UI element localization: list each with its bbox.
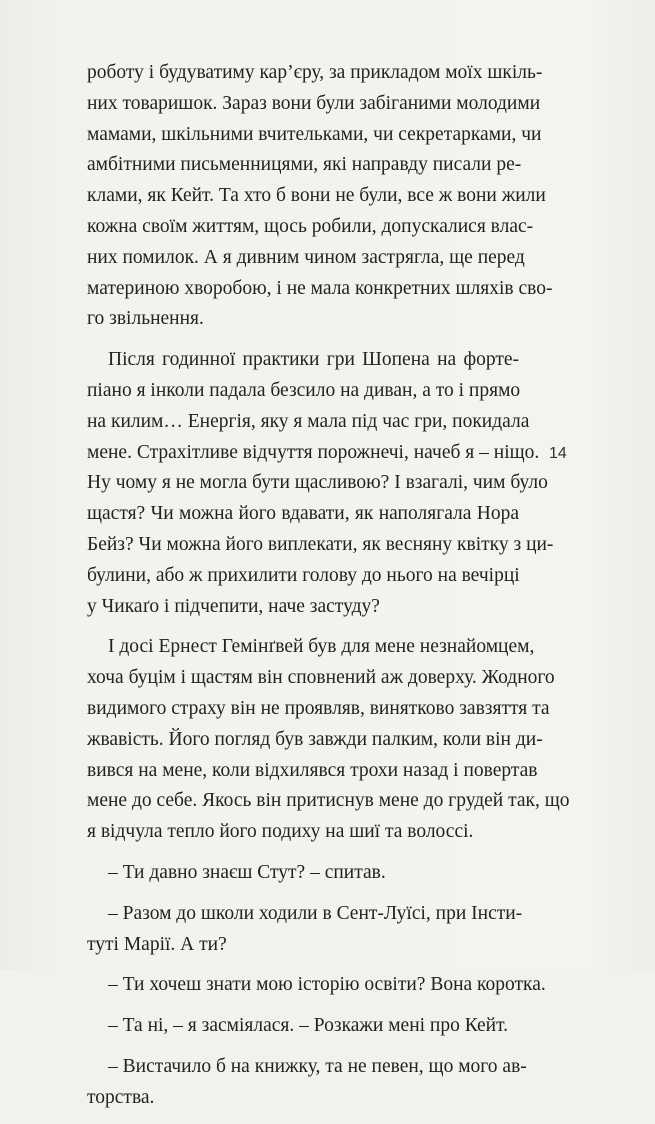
- text-line: у Чикаґо і підчепити, наче застуду?: [87, 595, 380, 617]
- text-line: мамами, шкільними вчительками, чи секретарками, чи: [87, 123, 542, 145]
- text-line: – Ти хочеш знати мою історію освіти? Вона коротка.: [108, 974, 546, 996]
- dialogue-line-4: [87, 1011, 519, 1042]
- text-line: торства.: [87, 1086, 155, 1108]
- text-line: амбітними письменницями, які направду писали ре-: [87, 154, 522, 176]
- text-line: щастя? Чи можна його вдавати, як наполягала Нора: [87, 503, 519, 525]
- text-line: роботу і будуватиму кар’єру, за прикладом моїх шкіль-: [87, 62, 543, 83]
- text-line: видимого страху він не проявляв, винятково завзяття та: [87, 697, 550, 719]
- text-line: го звільнення.: [87, 308, 204, 330]
- text-line: – Разом до школи ходили в Сент-Луїсі, при Інсти-: [108, 902, 523, 924]
- text-line: жвавість. Його погляд був завжди палким, коли він ди-: [87, 728, 543, 750]
- text-line: материною хворобою, і не мала конкретних шляхів сво-: [87, 277, 553, 299]
- text-line: піано я інколи падала безсило на диван, а то і прямо: [87, 379, 521, 401]
- text-line: вився на мене, коли відхилявся трохи назад і повертав: [87, 759, 538, 781]
- text-line: них товаришок. Зараз вони були забіганими молодими: [87, 92, 541, 114]
- dialogue-line-2: [87, 899, 523, 961]
- text-line: туті Марії. А ти?: [87, 933, 227, 955]
- page-number: 14: [549, 445, 567, 462]
- paragraph-2: [87, 345, 554, 622]
- paragraph-3: [87, 632, 570, 848]
- dialogue-line-5: [87, 1052, 527, 1114]
- text-line: хоча буцім і щастям він сповнений аж доверху. Жодного: [87, 667, 555, 689]
- text-line: мене. Страхітливе відчуття порожнечі, начеб я – ніщо.: [87, 441, 540, 463]
- paragraph-1: [87, 58, 553, 335]
- text-line: Ну чому я не могла бути щасливою? І взагалі, чим було: [87, 472, 548, 494]
- dialogue-line-1: [87, 858, 519, 889]
- text-line: кожна своїм життям, щось робили, допускалися влас-: [87, 215, 534, 237]
- text-line: – Ти давно знаєш Стут? – спитав.: [108, 861, 386, 883]
- text-line: Після годинної практики гри Шопена на форте-: [108, 349, 519, 371]
- text-line: булини, або ж прихилити голову до нього на вечірці: [87, 564, 520, 586]
- dialogue-line-3: [87, 970, 546, 1001]
- text-line: Бейз? Чи можна його виплекати, як весняну квітку з ци-: [87, 533, 554, 555]
- text-line: мене до себе. Якось він притиснув мене до грудей так, що: [87, 790, 570, 812]
- text-line: я відчула тепло його подиху на шиї та волоссі.: [87, 821, 474, 843]
- text-line: клами, як Кейт. Та хто б вони не були, все ж вони жили: [87, 185, 546, 207]
- text-line: них помилок. А я дивним чином застрягла, ще перед: [87, 246, 525, 268]
- text-line: – Та ні, – я засміялася. – Розкажи мені про Кейт.: [108, 1015, 509, 1037]
- text-line: на килим… Енергія, яку я мала під час гри, покидала: [87, 410, 530, 432]
- text-line: І досі Ернест Гемінґвей був для мене незнайомцем,: [108, 636, 535, 658]
- text-line: – Вистачило б на книжку, та не певен, що мого ав-: [108, 1055, 527, 1077]
